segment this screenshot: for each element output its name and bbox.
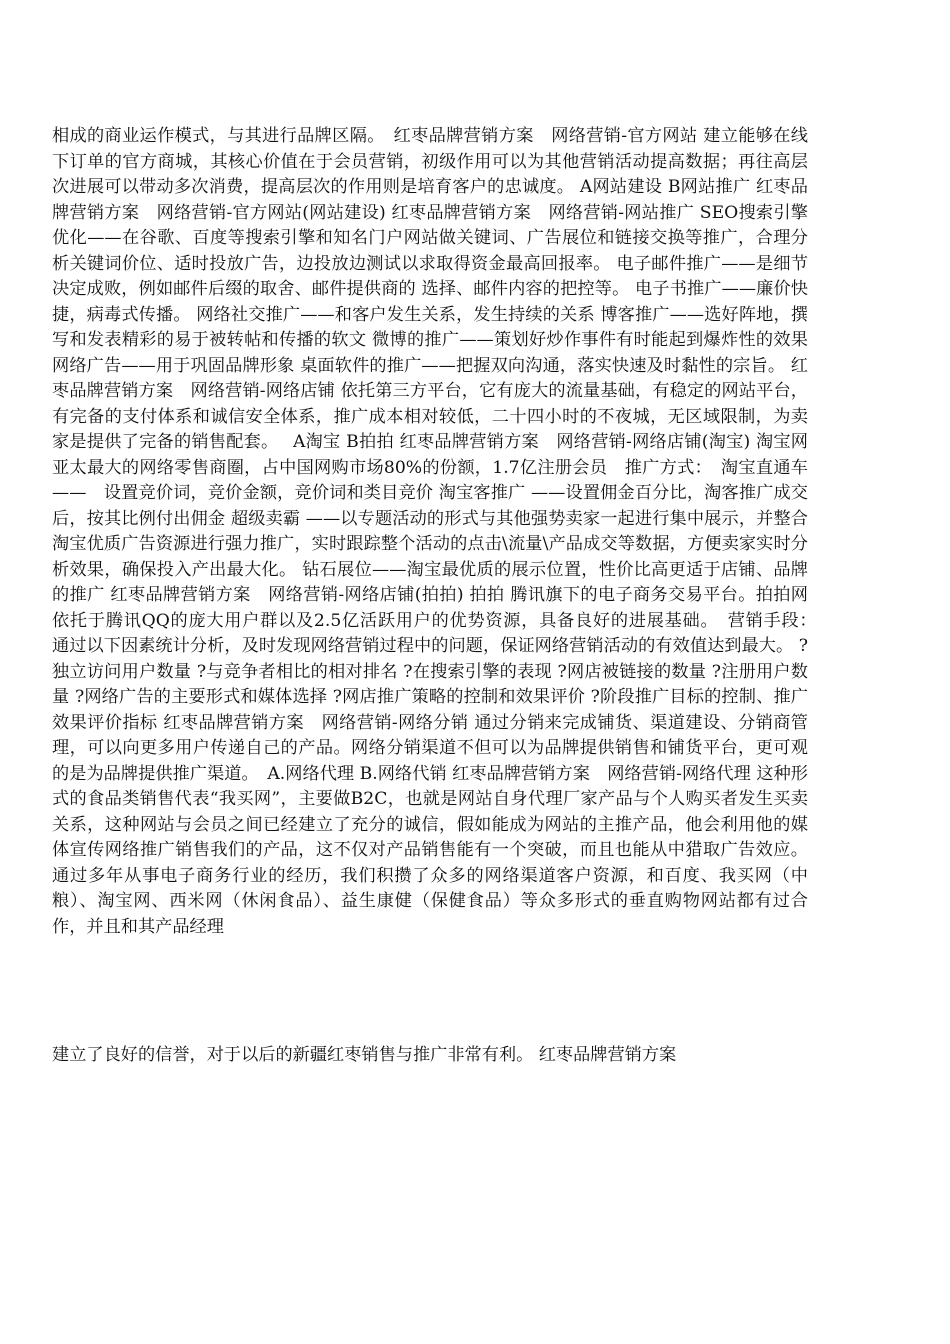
main-paragraph: 相成的商业运作模式，与其进行品牌区隔。 红枣品牌营销方案 网络营销-官方网站 建立能够在线下订单的官方商城，其核心价值在于会员营销，初级作用可以为其他营销活动提高数据；再往高层次进展可以带动多次消费，提高层次的作用则是培育客户的忠诚度。 A网站建设 B网站推广 红枣品牌营销方案 网络营销-官方网站(网站建设) 红枣品牌营销方案 网络营销-网站推广 SEO搜索引擎优化——在谷歌、百度等搜索引擎和知名门户网站做关键词、广告展位和链接交换等推广，合理分析关键词价位、适时投放广告，边投放边测试以求取得资金最高回报率。 电子邮件推广——是细节决定成败，例如邮件后缀的取舍、邮件提供商的 选择、邮件内容的把控等。 电子书推广——廉价快捷，病毒式传播。 网络社交推广——和客户发生关系，发生持续的关系 博客推广——选好阵地，撰写和发表精彩的易于被转帖和传播的软文 微博的推广——策划好炒作事件有时能起到爆炸性的效果 网络广告——用于巩固品牌形象 桌面软件的推广——把握双向沟通，落实快速及时黏性的宗旨。 红枣品牌营销方案 网络营销-网络店铺 依托第三方平台，它有庞大的流量基础，有稳定的网站平台，有完备的支付体系和诚信安全体系，推广成本相对较低，二十四小时的不夜城，无区域限制，为卖家是提供了完备的销售配套。 A淘宝 B拍拍 红枣品牌营销方案 网络营销-网络店铺(淘宝) 淘宝网 亚太最大的网络零售商圈，占中国网购市场80%的份额，1.7亿注册会员 推广方式： 淘宝直通车—— 设置竞价词，竞价金额，竞价词和类目竞价 淘宝客推广 ——设置佣金百分比，淘客推广成交后，按其比例付出佣金 超级卖霸 ——以专题活动的形式与其他强势卖家一起进行集中展示，并整合淘宝优质广告资源进行强力推广，实时跟踪整个活动的点击\流量\产品成交等数据，方便卖家实时分析效果，确保投入产出最大化。 钻石展位——淘宝最优质的展示位置，性价比高更适于店铺、品牌的推广 红枣品牌营销方案 网络营销-网络店铺(拍拍) 拍拍 腾讯旗下的电子商务交易平台。拍拍网依托于腾讯QQ的庞大用户群以及2.5亿活跃用户的优势资源，具备良好的进展基础。 营销手段： 通过以下因素统计分析，及时发现网络营销过程中的问题，保证网络营销活动的有效值达到最大。 ?独立访问用户数量 ?与竞争者相比的相对排名 ?在搜索引擎的表现 ?网店被链接的数量 ?注册用户数量 ?网络广告的主要形式和媒体选择 ?网店推广策略的控制和效果评价 ?阶段推广目标的控制、推广效果评价指标 红枣品牌营销方案 网络营销-网络分销 通过分销来完成铺货、渠道建设、分销商管理，可以向更多用户传递自己的产品。网络分销渠道不但可以为品牌提供销售和铺货平台，更可观的是为品牌提供推广渠道。 A.网络代理 B.网络代销 红枣品牌营销方案 网络营销-网络代理 这种形式的食品类销售代表“我买网”，主要做B2C，也就是网站自身代理厂家产品与个人购买者发生买卖关系，这种网站与会员之间已经建立了充分的诚信，假如能成为网站的主推产品，他会利用他的媒体宣传网络推广销售我们的产品，这不仅对产品销售能有一个突破，而且也能从中猎取广告效应。 通过多年从事电子商务行业的经历，我们积攒了众多的网络渠道客户资源，和百度、我买网（中粮）、淘宝网、西米网（休闲食品）、益生康健（保健食品）等众多形式的垂直购物网站都有过合作，并且和其产品经理 — [52, 126, 826, 937]
tail-paragraph: 建立了良好的信誉，对于以后的新疆红枣销售与推广非常有利。 红枣品牌营销方案 — [52, 1045, 677, 1065]
